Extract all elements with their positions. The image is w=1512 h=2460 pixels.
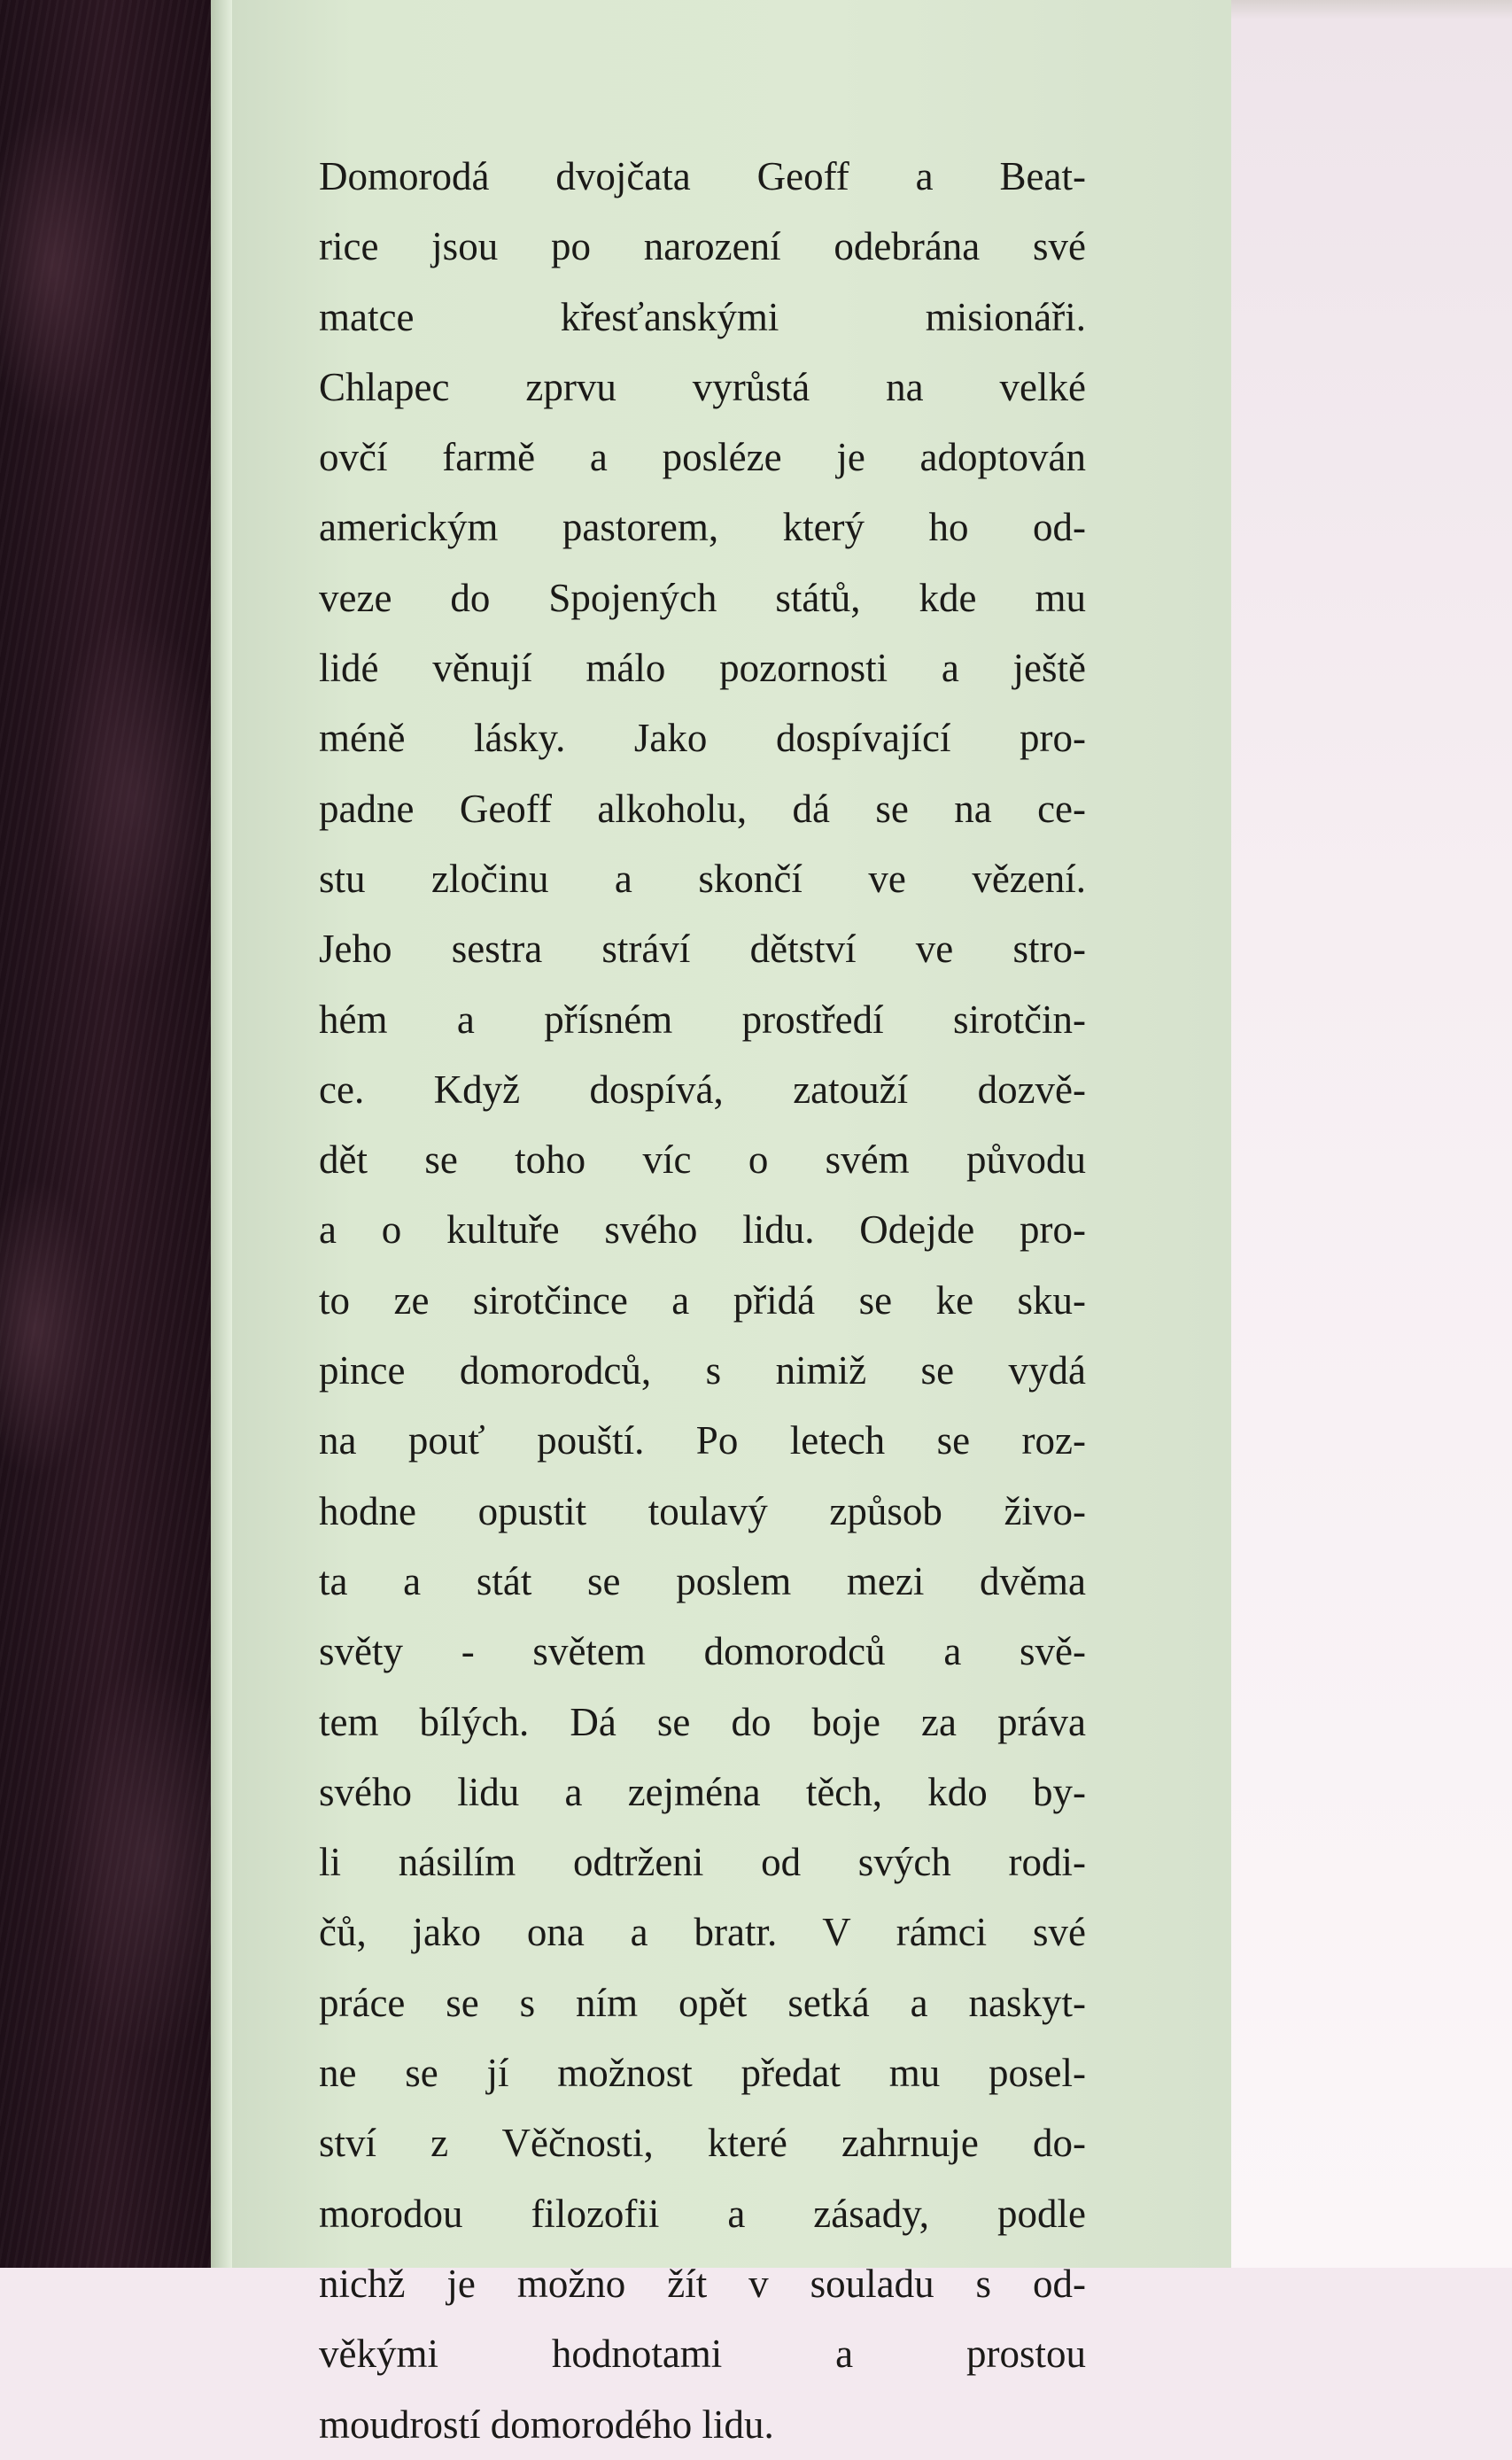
blurb-line: práce se s ním opět setká a naskyt- bbox=[319, 1980, 1086, 2025]
fur-background bbox=[0, 0, 239, 2268]
blurb-line: moudrostí domorodého lidu. bbox=[319, 2402, 774, 2447]
blurb-line: na pouť pouští. Po letech se roz- bbox=[319, 1418, 1086, 1463]
blurb-line: hodne opustit toulavý způsob živo- bbox=[319, 1488, 1086, 1533]
blurb-line: matce křesťanskými misionáři. bbox=[319, 294, 1086, 339]
blurb-line: dět se toho víc o svém původu bbox=[319, 1137, 1086, 1183]
blurb-line: a o kultuře svého lidu. Odejde pro- bbox=[319, 1207, 1086, 1253]
blurb-line: pince domorodců, s nimiž se vydá bbox=[319, 1348, 1086, 1393]
blurb-line: veze do Spojených států, kde mu bbox=[319, 575, 1086, 620]
blurb-line: li násilím odtrženi od svých rodi- bbox=[319, 1840, 1086, 1885]
blurb-line: to ze sirotčince a přidá se ke sku- bbox=[319, 1277, 1086, 1323]
blurb-line: ne se jí možnost předat mu posel- bbox=[319, 2051, 1086, 2096]
blurb-line: ce. Když dospívá, zatouží dozvě- bbox=[319, 1067, 1086, 1112]
book-blurb bbox=[319, 142, 1086, 2460]
blurb-line: Jeho sestra stráví dětství ve stro- bbox=[319, 927, 1086, 972]
blurb-line: nichž je možno žít v souladu s od- bbox=[319, 2261, 1086, 2306]
blurb-line: světy - světem domorodců a svě- bbox=[319, 1629, 1086, 1674]
blurb-line: ta a stát se poslem mezi dvěma bbox=[319, 1558, 1086, 1603]
blurb-line: věkými hodnotami a prostou bbox=[319, 2332, 1086, 2377]
blurb-line: Chlapec zprvu vyrůstá na velké bbox=[319, 364, 1086, 409]
surface-shadow bbox=[1227, 0, 1512, 19]
blurb-line: ovčí farmě a posléze je adoptován bbox=[319, 435, 1086, 480]
blurb-line: lidé věnují málo pozornosti a ještě bbox=[319, 646, 1086, 691]
blurb-line: ství z Věčnosti, které zahrnuje do- bbox=[319, 2121, 1086, 2166]
blurb-line: morodou filozofii a zásady, podle bbox=[319, 2191, 1086, 2236]
table-surface bbox=[1227, 0, 1512, 2268]
blurb-line: stu zločinu a skončí ve vězení. bbox=[319, 856, 1086, 901]
blurb-line: tem bílých. Dá se do boje za práva bbox=[319, 1699, 1086, 1744]
blurb-line: hém a přísném prostředí sirotčin- bbox=[319, 997, 1086, 1042]
blurb-line: americkým pastorem, který ho od- bbox=[319, 505, 1086, 550]
blurb-line: čů, jako ona a bratr. V rámci své bbox=[319, 1910, 1086, 1955]
blurb-line: svého lidu a zejména těch, kdo by- bbox=[319, 1769, 1086, 1814]
blurb-line: padne Geoff alkoholu, dá se na ce- bbox=[319, 786, 1086, 831]
blurb-line: Domorodá dvojčata Geoff a Beat- bbox=[319, 154, 1086, 198]
blurb-line: méně lásky. Jako dospívající pro- bbox=[319, 716, 1086, 761]
blurb-line: rice jsou po narození odebrána své bbox=[319, 224, 1086, 269]
